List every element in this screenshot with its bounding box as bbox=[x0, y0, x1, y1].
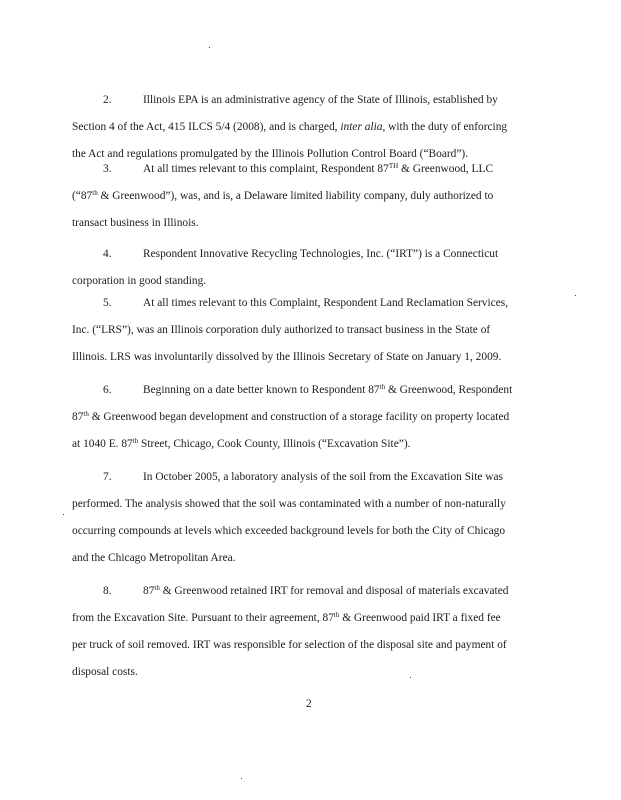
ordinal-suffix: th bbox=[83, 410, 89, 418]
text-run: with the duty of enforcing bbox=[385, 121, 508, 133]
paragraph-line bbox=[72, 437, 410, 451]
text-run: & Greenwood retained IRT for removal and disposal of materials excavated bbox=[159, 585, 509, 597]
paragraph-line bbox=[72, 120, 507, 134]
page-number: 2 bbox=[306, 698, 312, 710]
paragraph-text bbox=[143, 93, 498, 107]
scan-speck bbox=[63, 514, 64, 515]
paragraph-number: 4. bbox=[103, 248, 112, 260]
paragraph-text bbox=[143, 247, 498, 261]
ordinal-suffix: TH bbox=[388, 162, 399, 170]
paragraph-line bbox=[72, 323, 490, 337]
text-run: transact business in Illinois. bbox=[72, 217, 199, 229]
paragraph-text bbox=[143, 383, 512, 397]
ordinal-suffix: th bbox=[333, 611, 340, 619]
text-run: performed. The analysis showed that the soil was contaminated with a number of non-naturally bbox=[72, 498, 506, 510]
paragraph-line bbox=[72, 524, 505, 538]
text-run: & Greenwood”), was, and is, a Delaware limited liability company, duly authorized to bbox=[97, 190, 494, 202]
text-run: In October 2005, a laboratory analysis of the soil from the Excavation Site was bbox=[143, 471, 503, 483]
paragraph-text bbox=[143, 162, 493, 176]
paragraph-line bbox=[72, 274, 206, 288]
ordinal-suffix: th bbox=[154, 584, 160, 592]
text-run: 87 bbox=[143, 585, 155, 597]
text-run: & Greenwood, Respondent bbox=[385, 384, 513, 396]
paragraph-line bbox=[72, 350, 501, 364]
text-run: Illinois EPA is an administrative agency of the State of Illinois, established by bbox=[143, 94, 498, 106]
paragraph-number: 8. bbox=[103, 585, 112, 597]
paragraph-line bbox=[72, 638, 507, 652]
paragraph-line bbox=[72, 147, 468, 161]
text-run: the Act and regulations promulgated by the Illinois Pollution Control Board (“Board”). bbox=[72, 148, 469, 160]
paragraph-line bbox=[72, 551, 236, 565]
scan-speck bbox=[575, 295, 576, 296]
text-run: Section 4 of the Act, 415 ILCS 5/4 (2008), and is charged, bbox=[72, 121, 341, 133]
paragraph-number: 3. bbox=[103, 163, 112, 175]
text-run: At all times relevant to this Complaint, Respondent Land Reclamation Services, bbox=[143, 297, 509, 309]
text-run: at 1040 E. 87 bbox=[72, 438, 133, 450]
paragraph-number: 2. bbox=[103, 94, 112, 106]
text-run: from the Excavation Site. Pursuant to their agreement, 87 bbox=[72, 612, 334, 624]
text-run: & Greenwood began development and construction of a storage facility on property located bbox=[88, 411, 510, 423]
ordinal-suffix: th bbox=[379, 383, 386, 391]
text-run: At all times relevant to this complaint, Respondent 87 bbox=[143, 163, 389, 175]
text-run: & Greenwood paid IRT a fixed fee bbox=[339, 612, 501, 624]
paragraph-line bbox=[72, 665, 138, 679]
text-run: corporation in good standing. bbox=[72, 275, 207, 287]
italic-term: inter alia, bbox=[340, 121, 386, 133]
text-run: 87 bbox=[72, 411, 84, 423]
scan-speck bbox=[209, 47, 210, 48]
paragraph-text bbox=[143, 296, 508, 310]
text-run: per truck of soil removed. IRT was responsible for selection of the disposal site and payment of bbox=[72, 639, 507, 651]
paragraph-number: 7. bbox=[103, 471, 112, 483]
paragraph-text bbox=[143, 584, 508, 598]
text-run: Inc. (“LRS”), was an Illinois corporation duly authorized to transact business in the State of bbox=[72, 324, 491, 336]
paragraph-line bbox=[72, 611, 501, 625]
text-run: occurring compounds at levels which exceeded background levels for both the City of Chicago bbox=[72, 525, 506, 537]
scan-speck bbox=[410, 677, 411, 678]
paragraph-line bbox=[72, 410, 509, 424]
paragraph-line bbox=[72, 497, 506, 511]
text-run: & Greenwood, LLC bbox=[398, 163, 494, 175]
paragraph-line bbox=[72, 216, 199, 230]
text-run: Street, Chicago, Cook County, Illinois (“Excavation Site”). bbox=[138, 438, 411, 450]
text-run: and the Chicago Metropolitan Area. bbox=[72, 552, 236, 564]
paragraph-number: 5. bbox=[103, 297, 112, 309]
paragraph-text bbox=[143, 470, 503, 484]
text-run: Respondent Innovative Recycling Technologies, Inc. (“IRT”) is a Connecticut bbox=[143, 248, 499, 260]
text-run: disposal costs. bbox=[72, 666, 138, 678]
ordinal-suffix: th bbox=[92, 189, 98, 197]
paragraph-number: 6. bbox=[103, 384, 112, 396]
text-run: (“87 bbox=[72, 190, 93, 202]
text-run: Beginning on a date better known to Respondent 87 bbox=[143, 384, 380, 396]
ordinal-suffix: th bbox=[132, 437, 139, 445]
text-run: Illinois. LRS was involuntarily dissolved by the Illinois Secretary of State on January 1, 2009. bbox=[72, 351, 502, 363]
paragraph-line bbox=[72, 189, 493, 203]
scan-speck bbox=[241, 778, 242, 779]
